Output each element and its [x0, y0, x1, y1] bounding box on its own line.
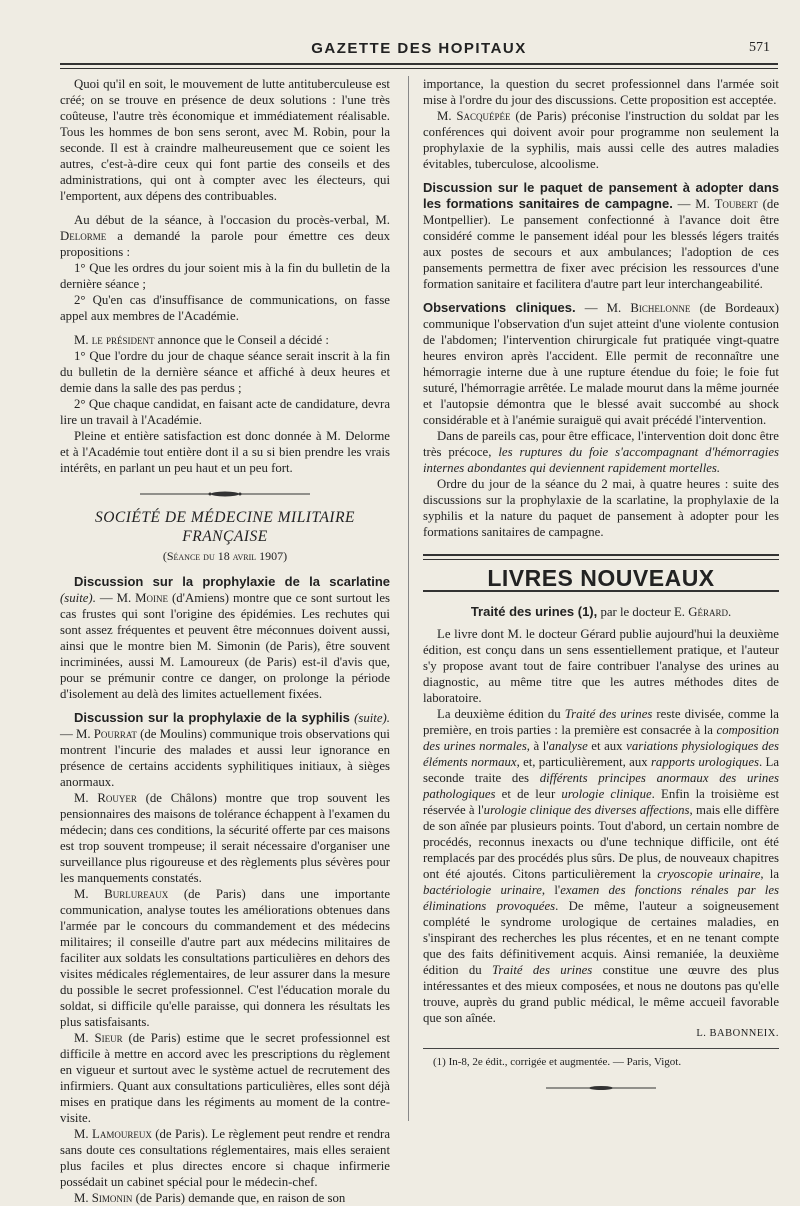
section-heading: Discussion sur le paquet de pansement à adopter dans les formations sanitaires de campagne. [423, 180, 779, 211]
paragraph: M. Lamoureux (de Paris). Le règlement peut rendre et rendra sans doute ces consultations réglementaires, mais elles seraient plus faciles et plus directes encore si chaque infirmerie possédait un cabinet spécial pour le médecin-chef. [60, 1127, 390, 1189]
paragraph: Discussion sur la prophylaxie de la scarlatine (suite). — M. Moine (d'Amiens) montre que ce sont surtout les cas frustes qui sont l'origine des épidémies. Les rechutes qui sont assez fréquentes et peuvent être méconnues doivent aussi, ainsi que le montre bien M. Simonin (de Paris), être souvent incriminées, aussi M. Lamoureux (de Paris) est-il d'avis que, pour se prémunir contre ce danger, on prolonge la période d'isolement au delà des limites actuellement fixées. [60, 574, 390, 701]
paragraph: M. Simonin (de Paris) demande que, en raison de son [74, 1191, 346, 1205]
paragraph: Le livre dont M. le docteur Gérard publie aujourd'hui la deuxième édition, est conçu dans un sens essentiellement pratique, et l'auteur s'y propose avant tout de faire contribuer l'analyse des urines au diagnostic, au même titre que les autres méthodes dites de laboratoire. [423, 627, 779, 705]
paragraph: Dans de pareils cas, pour être efficace, l'intervention doit donc être très précoce, les ruptures du foie s'accompagnant d'hémorragies internes abondantes qui deviennent rapidement mortelles. [423, 429, 779, 475]
paragraph: M. Burlureaux (de Paris) dans une importante communication, analyse toutes les améliorations obtenues dans l'armée par le concours du commandement et des médecins militaires; il conseille d'autre part aux médecins militaires de faciliter aux soldats les consultations particulières en dehors des visites médicales réglementaires, de leur assurer dans la mesure du possible le secret professionnel. C'est l'éducation morale du soldat, si difficile qu'elle paraisse, qui donnera les résultats les plus satisfaisants. [60, 887, 391, 1029]
paragraph: 1° Que les ordres du jour soient mis à la fin du bulletin de la dernière séance ; [60, 261, 390, 291]
header-rule [60, 63, 778, 65]
page-header [60, 30, 778, 70]
section-heading: Discussion sur la prophylaxie de la syphilis [74, 710, 350, 725]
paragraph: M. Sacquépée (de Paris) préconise l'instruction du soldat par les conférences qui doivent avoir pour programme non seulement la prophylaxie de la syphilis, mais aussi celle des autres maladies évitables, tuberculose, alcoolisme. [423, 109, 779, 171]
section-heading: Discussion sur la prophylaxie de la scarlatine [74, 574, 390, 589]
section-title: LIVRES NOUVEAUX [487, 565, 715, 591]
section-ornament [60, 486, 390, 502]
section-heading: Observations cliniques. [423, 300, 576, 315]
paragraph: Discussion sur la prophylaxie de la syphilis (suite). — M. Pourrat (de Moulins) communique trois observations qui montrent l'incurie des malades et aussi leur ignorance en présence de certains accidents syphilitiques initiaux, à sièges anormaux. [60, 710, 391, 789]
header-rule-thin [60, 68, 778, 69]
session-date: (Séance du 18 avril 1907) [162, 549, 288, 563]
section-rule [423, 554, 779, 560]
paragraph: Discussion sur le paquet de pansement à adopter dans les formations sanitaires de campagne. — M. Toubert (de Montpellier). Le pansement confectionné à l'avance doit être considéré comme le pansement idéal pour les blessés légers traités aux postes de secours et aux ambulances; l'adoption de ces pansements permettra de fixer avec précision les ressources d'une formation sanitaire et facilitera d'autre part leur interchangeabilité. [423, 180, 780, 291]
paragraph: La deuxième édition du Traité des urines reste divisée, comme la première, en trois parties : la première est consacrée à la composition des urines normales, à l'analyse et aux variations physiologiques des éléments normaux, et, particulièrement, aux rapports urologiques. La seconde traite des différents principes anormaux des urines pathologiques et de leur urologie clinique. Enfin la troisième est réservée à l'urologie clinique des diverses affections, mais elle diffère de son aînée par plusieurs points. Tout d'abord, un certain nombre de procédés, reconnus inexacts ou d'une technique difficile, ont été remplacés par des procédés plus sûrs. De plus, de nouveaux chapitres ont été ajoutés. Citons particulièrement la cryoscopie urinaire, la bactériologie urinaire, l'examen des fonctions rénales par les éliminations provoquées. De même, l'auteur a soigneusement complété le syndrome urologique de certaines maladies, en s'inspirant des recherches les plus récentes, et en ne tenant compte que des faits définitivement acquis. Ainsi remaniée, la deuxième édition du Traité des urines constitue une œuvre des plus intéressantes et des mieux composées, et nous ne doutons pas qu'elle trouve, auprès du grand public médical, le même accueil favorable que son aînée. [423, 707, 780, 1025]
paragraph: importance, la question du secret professionnel dans l'armée soit mise à l'ordre du jour des discussions. Cette proposition est acceptée. [423, 77, 779, 107]
paragraph: Quoi qu'il en soit, le mouvement de lutte antituberculeuse est créé; on se trouve en présence de deux solutions : l'une très coûteuse, l'autre très économique et immédiatement réalisable. Tous les hommes de bon sens seront, avec M. Robin, pour la seconde. Il est à craindre malheureusement que ce soient les autres, c'est-à-dire ceux qui font partie des conseils et des administrations, qui ont à compter avec les électeurs, qui l'emportent, aux dépens des contribuables. [60, 77, 390, 203]
page-number: 571 [749, 40, 770, 55]
column-divider [408, 76, 409, 1121]
footnote-rule [423, 1048, 779, 1049]
end-ornament [423, 1079, 779, 1095]
footnote: (1) In-8, 2e édit., corrigée et augmentée. — Paris, Vigot. [433, 1056, 682, 1068]
paragraph: Au début de la séance, à l'occasion du procès-verbal, M. Delorme a demandé la parole pour émettre ces deux propositions : [60, 213, 390, 259]
ornament-rule-icon [140, 490, 310, 498]
left-column [60, 76, 390, 1206]
paragraph: Observations cliniques. — M. Bichelonne (de Bordeaux) communique l'observation d'un sujet atteint d'une violente contusion de l'abdomen; l'intervention chirurgicale fut pratiquée vingt-quatre heures environ après l'accident. Elle permit de reconnaître une hémorragie interne due à une rupture étendue du foie; le foie fut suturé, l'hémorragie arrêtée. Le malade mourut dans la même journée et l'autopsie démontra que le blessé avait succombé au shock considérable et à l'anémie suraiguë qui avait précédé l'intervention. [423, 300, 779, 427]
paragraph: 2° Qu'en cas d'insuffisance de communications, on fasse appel aux membres de l'Académie. [60, 293, 390, 323]
paragraph: 1° Que l'ordre du jour de chaque séance serait inscrit à la fin du bulletin de la dernière séance et affiché à deux heures et demie dans la salle des pas perdus ; [60, 349, 390, 395]
paragraph: M. Sieur (de Paris) estime que le secret professionnel est difficile à mettre en accord avec les prescriptions du règlement en vigueur et surtout avec le système actuel de recrutement des infirmiers. Quant aux consultations particulières, elles sont déjà mises en pratique dans les régiments au moment de la contre-visite. [60, 1031, 390, 1125]
paragraph: M. Rouyer (de Châlons) montre que trop souvent les pensionnaires des maisons de tolérance échappent à l'examen du médecin; dans ces conditions, la sécurité offerte par ces maisons est trop souvent trompeuse; il serait nécessaire d'organiser une surveillance plus rigoureuse et des règlements plus sévères pour les manquements constatés. [60, 791, 390, 885]
paragraph: M. le président annonce que le Conseil a décidé : [74, 333, 329, 347]
journal-title: GAZETTE DES HOPITAUX [311, 40, 527, 57]
right-column [423, 76, 779, 1101]
paragraph: Ordre du jour de la séance du 2 mai, à quatre heures : suite des discussions sur la prophylaxie de la scarlatine, la prophylaxie de la syphilis et la nature du paquet de pansement à adopter pour les formations sanitaires de campagne. [423, 477, 779, 539]
paragraph: 2° Que chaque candidat, en faisant acte de candidature, devra lire un travail à l'Académie. [60, 397, 390, 427]
ornament-rule-icon [546, 1085, 656, 1091]
book-title: Traité des urines (1), par le docteur E. Gérard. [470, 604, 732, 619]
society-heading: SOCIÉTÉ DE MÉDECINE MILITAIRE FRANÇAISE [94, 509, 356, 545]
paragraph: Pleine et entière satisfaction est donc donnée à M. Delorme et à l'Académie tout entière dont il a su si bien prendre les vrais intérêts, en parlant un peu haut et un peu fort. [60, 429, 390, 475]
review-signature: L. BABONNEIX. [696, 1028, 779, 1039]
